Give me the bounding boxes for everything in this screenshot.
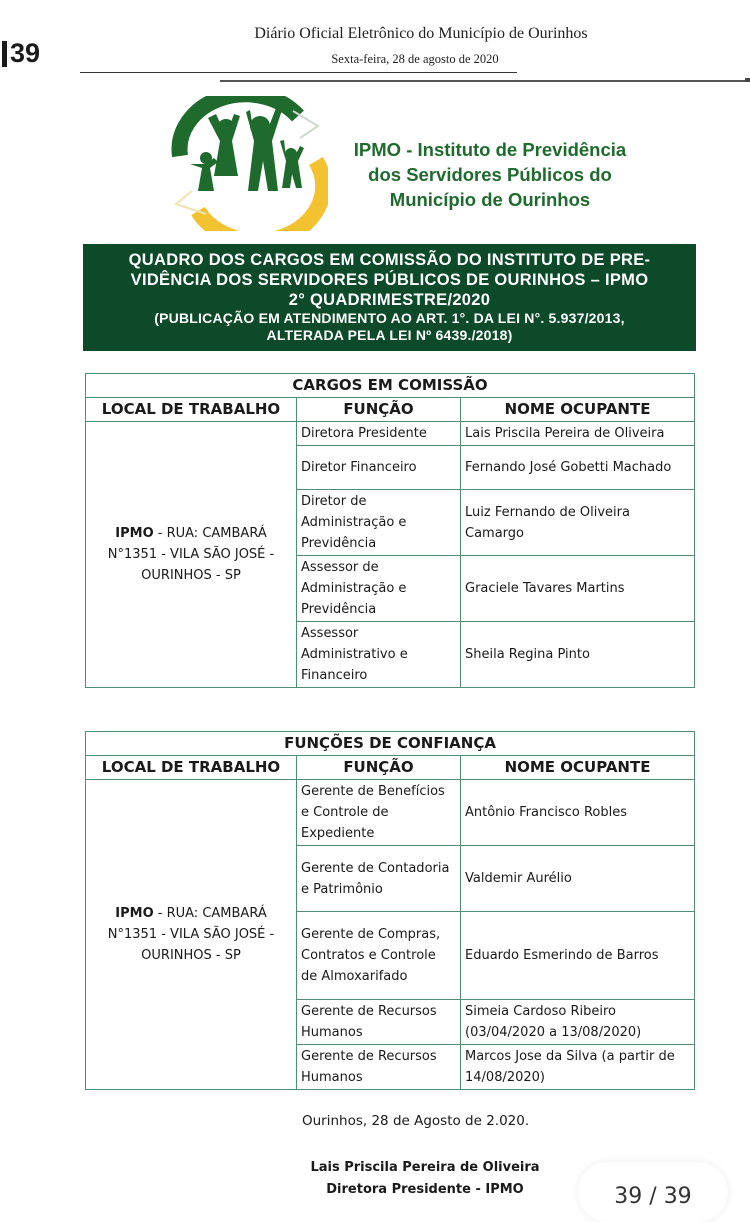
function-cell: Gerente de Compras, Contratos e Controle de Almoxarifado [297, 912, 461, 1000]
function-cell: Diretor Financeiro [297, 446, 461, 490]
title-banner [83, 244, 696, 351]
institute-name [330, 137, 650, 212]
table-title: CARGOS EM COMISSÃO [86, 374, 695, 398]
commission-positions-table [85, 373, 695, 688]
gazette-date: Sexta-feira, 28 de agosto de 2020 [331, 52, 499, 66]
institute-name-line: IPMO - Instituto de Previdência [353, 139, 627, 160]
location-bold: IPMO [115, 906, 154, 921]
column-header-name: NOME OCUPANTE [461, 398, 695, 422]
column-header-function: FUNÇÃO [297, 756, 461, 780]
function-cell: Assessor Administrativo e Financeiro [297, 622, 461, 688]
place-and-date: Ourinhos, 28 de Agosto de 2.020. [302, 1113, 530, 1129]
ipmo-logo-icon [168, 96, 328, 231]
occupant-cell: Lais Priscila Pereira de Oliveira [461, 422, 695, 446]
function-cell: Gerente de Contadoria e Patrimônio [297, 846, 461, 912]
column-header-location: LOCAL DE TRABALHO [86, 398, 297, 422]
occupant-cell: Graciele Tavares Martins [461, 556, 695, 622]
header-rule [80, 72, 517, 73]
function-cell: Diretor de Administração e Previdência [297, 490, 461, 556]
work-location-cell [86, 422, 297, 688]
banner-subline: (PUBLICAÇÃO EM ATENDIMENTO AO ART. 1°. DA LEI N°. 5.937/2013, [154, 310, 625, 326]
signature-block [300, 1157, 550, 1201]
location-bold: IPMO [115, 526, 154, 541]
column-header-name: NOME OCUPANTE [461, 756, 695, 780]
gazette-title: Diário Oficial Eletrônico do Município de Ourinhos [254, 25, 588, 42]
function-cell: Gerente de Recursos Humanos [297, 1000, 461, 1045]
occupant-cell: Simeia Cardoso Ribeiro (03/04/2020 a 13/08/2020) [461, 1000, 695, 1045]
function-cell: Diretora Presidente [297, 422, 461, 446]
institute-name-line: Município de Ourinhos [389, 189, 591, 210]
page-indicator[interactable]: 39 / 39 [578, 1162, 728, 1222]
occupant-cell: Marcos Jose da Silva (a partir de 14/08/2020) [461, 1045, 695, 1090]
table-row [86, 422, 695, 446]
occupant-cell: Sheila Regina Pinto [461, 622, 695, 688]
occupant-cell: Eduardo Esmerindo de Barros [461, 912, 695, 1000]
location-text: - RUA: CAMBARÁ N°1351 - VILA SÃO JOSÉ - OURINHOS - SP [107, 906, 275, 963]
occupant-cell: Fernando José Gobetti Machado [461, 446, 695, 490]
page-number-text: 39 [10, 38, 41, 68]
trust-functions-table [85, 731, 695, 1090]
signer-name: Lais Priscila Pereira de Oliveira [310, 1160, 540, 1175]
table-title: FUNÇÕES DE CONFIANÇA [86, 732, 695, 756]
occupant-cell: Luiz Fernando de Oliveira Camargo [461, 490, 695, 556]
location-text: - RUA: CAMBARÁ N°1351 - VILA SÃO JOSÉ - OURINHOS - SP [107, 526, 275, 583]
banner-line: 2° QUADRIMESTRE/2020 [288, 291, 491, 309]
occupant-cell: Antônio Francisco Robles [461, 780, 695, 846]
banner-subline: ALTERADA PELA LEI Nº 6439./2018) [266, 327, 513, 343]
column-header-location: LOCAL DE TRABALHO [86, 756, 297, 780]
occupant-cell: Valdemir Aurélio [461, 846, 695, 912]
scrollbar-edge[interactable] [745, 78, 750, 82]
function-cell: Gerente de Benefícios e Controle de Expediente [297, 780, 461, 846]
header-rule-long [220, 80, 750, 82]
signer-role: Diretora Presidente - IPMO [326, 1182, 524, 1197]
banner-line: QUADRO DOS CARGOS EM COMISSÃO DO INSTITUTO DE PRE- [128, 251, 651, 269]
banner-line: VIDÊNCIA DOS SERVIDORES PÚBLICOS DE OURINHOS – IPMO [130, 271, 649, 289]
work-location-cell [86, 780, 297, 1090]
function-cell: Gerente de Recursos Humanos [297, 1045, 461, 1090]
table-row [86, 780, 695, 846]
function-cell: Assessor de Administração e Previdência [297, 556, 461, 622]
column-header-function: FUNÇÃO [297, 398, 461, 422]
institute-name-line: dos Servidores Públicos do [368, 164, 612, 185]
